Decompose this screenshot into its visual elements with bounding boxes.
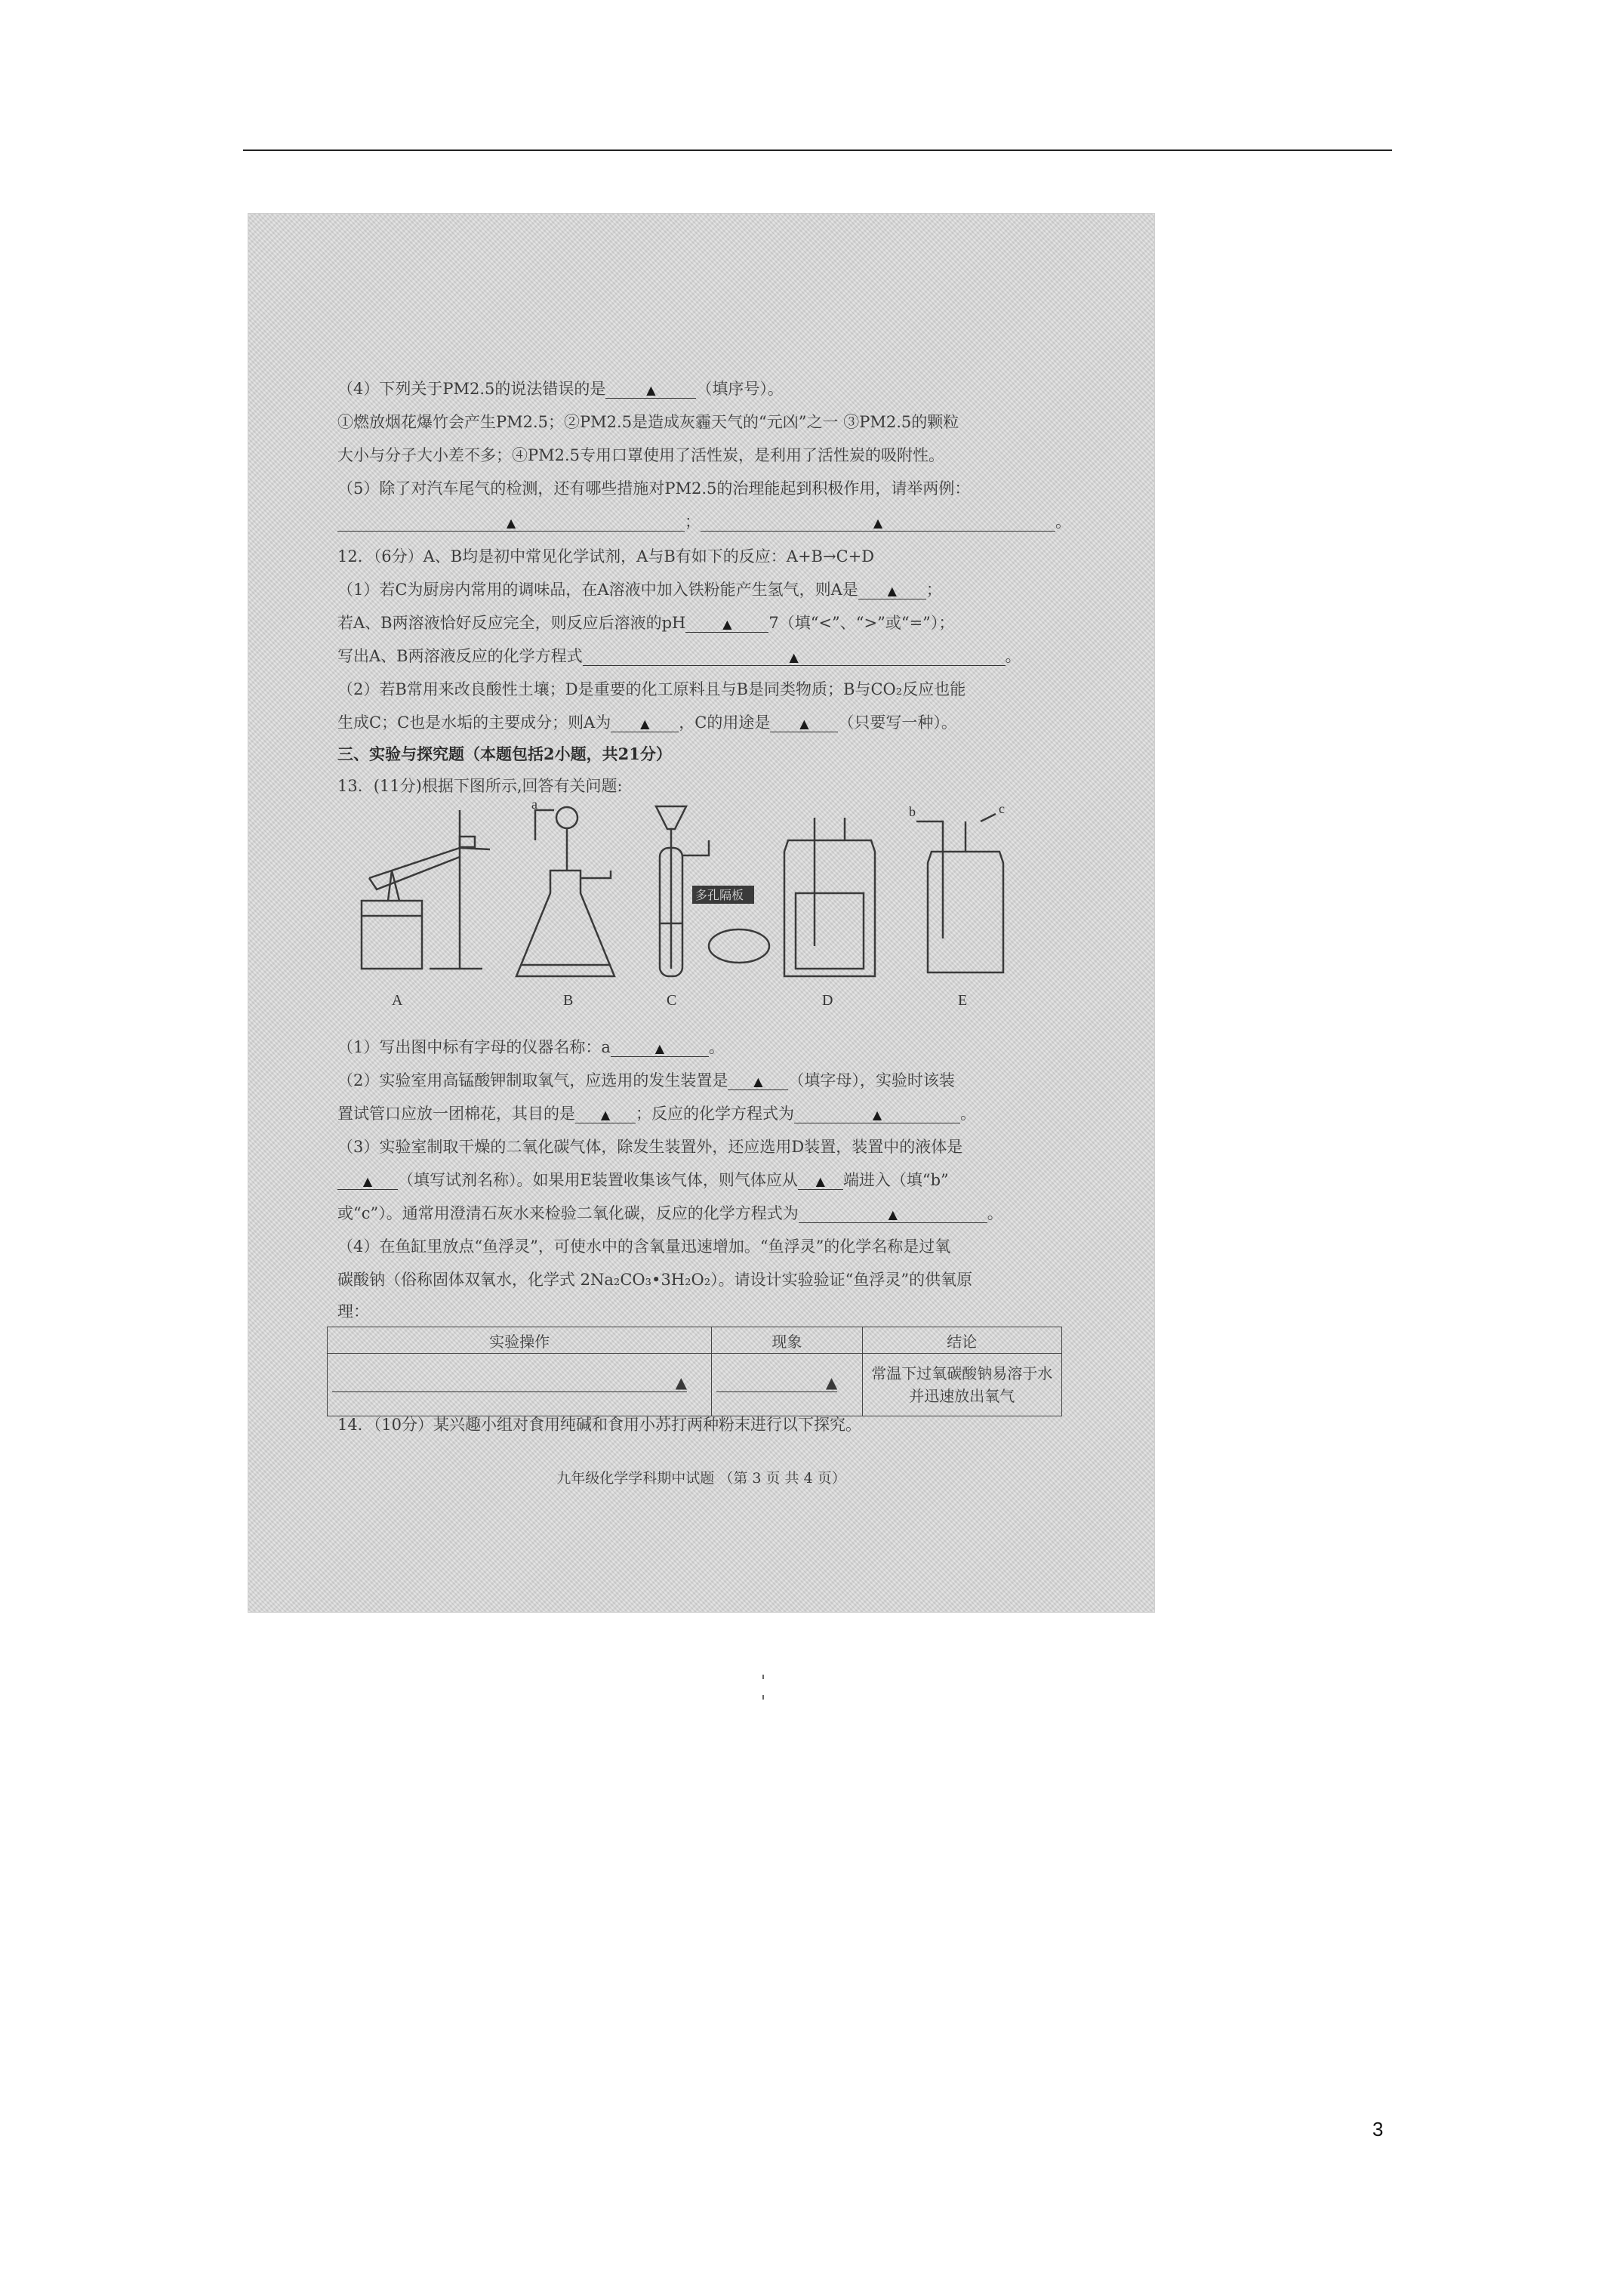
table-header-phenomenon: 现象 (712, 1327, 862, 1354)
table-cell-conclusion: 常温下过氧碳酸钠易溶于水并迅速放出氧气 (862, 1354, 1061, 1416)
q13-intro: 13．(11分)根据下图所示,回答有关问题: (337, 777, 623, 795)
q11-options-line2: 大小与分子大小差不多；④PM2.5专用口罩使用了活性炭，是利用了活性炭的吸附性。 (337, 446, 945, 464)
q12-p2-a: （2）若B常用来改良酸性土壤；D是重要的化工原料且与B是同类物质；B与CO₂反应也能 (337, 680, 966, 698)
table-header-conclusion: 结论 (862, 1327, 1061, 1354)
table-cell-phenomenon (712, 1354, 862, 1416)
q12-p1-b: 若A、B两溶液恰好反应完全，则反应后溶液的pH ▲ 7（填“<”、“>”或“=”）； (337, 614, 955, 632)
q12-p2-b: 生成C；C也是水垢的主要成分；则A为 ▲ ，C的用途是 ▲ （只要写一种）。 (337, 713, 957, 732)
label-e: E (958, 992, 968, 1009)
q13-p3-c: 或“c”）。通常用澄清石灰水来检验二氧化碳，反应的化学方程式为 ▲ 。 (337, 1204, 1003, 1222)
q13-p3-a: （3）实验室制取干燥的二氧化碳气体，除发生装置外，还应选用D装置，装置中的液体是 (337, 1138, 963, 1156)
tag-b: b (909, 804, 916, 819)
q12-p1-a: （1）若C为厨房内常用的调味品，在A溶液中加入铁粉能产生氢气，则A是 ▲ ； (337, 581, 942, 599)
apparatus-c (656, 806, 769, 1009)
tag-a: a (531, 797, 537, 812)
plate-label: 多孔隔板 (695, 888, 744, 902)
q13-p4-c: 理： (337, 1302, 369, 1321)
answer-blank[interactable]: ▲ (611, 1038, 709, 1057)
q14-intro: 14．（10分）某兴趣小组对食用纯碱和食用小苏打两种粉末进行以下探究。 (337, 1416, 861, 1434)
answer-blank[interactable]: ▲ (605, 380, 696, 399)
answer-blank[interactable]: ▲ (798, 1171, 843, 1190)
scan-speck (762, 1675, 764, 1679)
answer-blank[interactable]: ▲ (611, 713, 679, 732)
page-number: 3 (1372, 2118, 1384, 2140)
q12-p1-c: 写出A、B两溶液反应的化学方程式 ▲ 。 (337, 647, 1021, 665)
answer-blank[interactable]: ▲ (728, 1071, 788, 1090)
answer-blank[interactable]: ▲ (799, 1204, 987, 1223)
table-header-operation: 实验操作 (328, 1327, 712, 1354)
section-3-heading: 三、实验与探究题（本题包括2小题，共21分） (337, 744, 672, 763)
experiment-table (327, 1327, 1062, 1416)
q13-p4-b: 碳酸钠（俗称固体双氧水，化学式 2Na₂CO₃•3H₂O₂）。请设计实验验证“鱼浮灵”的供氧原 (337, 1271, 973, 1289)
answer-blank[interactable]: ▲ (858, 581, 926, 599)
q13-p3-b: ▲ （填写试剂名称）。如果用E装置收集该气体，则气体应从 ▲ 端进入（填“b” (337, 1170, 1092, 1191)
q11-options-line1: ①燃放烟花爆竹会产生PM2.5；②PM2.5是造成灰霾天气的“元凶”之一 ③PM2.5的颗粒 (337, 413, 959, 431)
answer-blank[interactable]: ▲ (716, 1373, 837, 1392)
apparatus-figure (346, 795, 1101, 1022)
answer-blank[interactable]: ▲ (575, 1105, 636, 1123)
answer-blank[interactable]: ▲ (332, 1373, 687, 1392)
q13-p4-a: （4）在鱼缸里放点“鱼浮灵”，可使水中的含氧量迅速增加。“鱼浮灵”的化学名称是过氧 (337, 1237, 951, 1256)
label-a: A (392, 992, 403, 1009)
label-b: B (563, 992, 574, 1009)
page-footer: 九年级化学学科期中试题 （第 3 页 共 4 页） (556, 1470, 846, 1487)
q11-part5-blanks: ▲ ； ▲ 。 (337, 511, 1092, 532)
answer-blank[interactable]: ▲ (794, 1105, 960, 1123)
q13-p1: （1）写出图中标有字母的仪器名称：a ▲ 。 (337, 1038, 725, 1056)
tag-c: c (999, 801, 1005, 816)
q11-part5: （5）除了对汽车尾气的检测，还有哪些措施对PM2.5的治理能起到积极作用，请举两例： (337, 479, 971, 498)
apparatus-e (909, 801, 1005, 1009)
answer-blank[interactable]: ▲ (337, 513, 685, 532)
q13-p2-b: 置试管口应放一团棉花，其目的是 ▲ ；反应的化学方程式为 ▲ 。 (337, 1105, 976, 1123)
scan-speck (762, 1695, 764, 1700)
answer-blank[interactable]: ▲ (583, 647, 1006, 666)
apparatus-a (362, 810, 490, 1009)
q11-part4: （4）下列关于PM2.5的说法错误的是 ▲ （填序号）。 (337, 380, 784, 398)
header-rule (243, 149, 1392, 151)
apparatus-d (784, 818, 875, 1009)
label-d: D (822, 992, 833, 1009)
answer-blank[interactable]: ▲ (770, 713, 838, 732)
q12-intro: 12．（6分）A、B均是初中常见化学试剂，A与B有如下的反应：A+B→C+D (337, 547, 875, 566)
answer-blank[interactable]: ▲ (701, 513, 1055, 532)
answer-blank[interactable]: ▲ (337, 1171, 398, 1190)
table-cell-operation (328, 1354, 712, 1416)
q13-p2-a: （2）实验室用高锰酸钾制取氧气，应选用的发生装置是 ▲ （填字母），实验时该装 (337, 1071, 955, 1089)
apparatus-b (516, 797, 614, 1009)
label-c: C (667, 992, 677, 1009)
scanned-exam-page (248, 213, 1155, 1613)
answer-blank[interactable]: ▲ (685, 614, 768, 633)
